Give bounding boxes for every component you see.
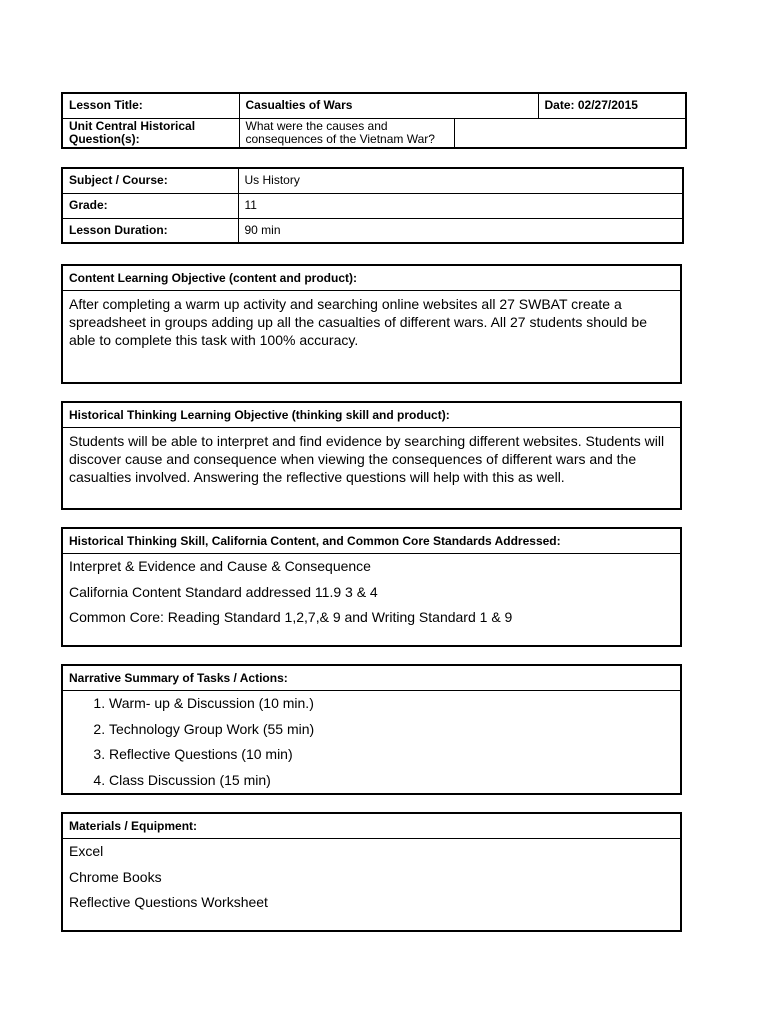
- list-item: 4. Class Discussion (15 min): [109, 768, 680, 794]
- materials-section: [61, 812, 682, 932]
- list-item: 1. Warm- up & Discussion (10 min.): [109, 691, 680, 717]
- duration-label: Lesson Duration:: [62, 218, 238, 243]
- narrative-heading: Narrative Summary of Tasks / Actions:: [63, 666, 680, 691]
- content-objective-section: [61, 264, 682, 384]
- standards-section: [61, 527, 682, 647]
- duration-value: 90 min: [238, 218, 683, 243]
- subject-label: Subject / Course:: [62, 168, 238, 193]
- narrative-task-list: [63, 691, 680, 793]
- list-item: 3. Reflective Questions (10 min): [109, 742, 680, 768]
- content-objective-text: After completing a warm up activity and searching online websites all 27 SWBAT create a spreadsheet in groups adding up all the casualties of different wars. All 27 students should be able to complete this task with 100% accuracy.: [69, 296, 648, 348]
- standards-line: California Content Standard addressed 11.9 3 & 4: [69, 583, 378, 600]
- lesson-title-label: Lesson Title:: [62, 93, 239, 118]
- content-objective-heading: Content Learning Objective (content and product):: [63, 266, 680, 291]
- standards-line: Interpret & Evidence and Cause & Consequence: [69, 558, 371, 574]
- course-info-table: [61, 167, 684, 244]
- lesson-date: Date: 02/27/2015: [538, 93, 686, 118]
- unit-question-label: Unit Central Historical Question(s):: [62, 118, 239, 148]
- thinking-objective-text: Students will be able to interpret and find evidence by searching different websites. Students will discover cause and consequence when viewing the consequences of different wars and the casualties involved. Answering the reflective questions will help with this as well.: [69, 433, 665, 485]
- unit-question-value: What were the causes and consequences of the Vietnam War?: [239, 118, 454, 148]
- subject-value: Us History: [238, 168, 683, 193]
- lesson-title-value: Casualties of Wars: [239, 93, 538, 118]
- unit-question-extra-cell: [454, 118, 686, 148]
- grade-value: 11: [238, 193, 683, 218]
- grade-label: Grade:: [62, 193, 238, 218]
- narrative-section: [61, 664, 682, 795]
- thinking-objective-section: [61, 401, 682, 510]
- standards-line: Common Core: Reading Standard 1,2,7,& 9 and Writing Standard 1 & 9: [69, 609, 513, 625]
- materials-line: Reflective Questions Worksheet: [69, 894, 268, 910]
- materials-line: Chrome Books: [69, 868, 162, 885]
- thinking-objective-heading: Historical Thinking Learning Objective (thinking skill and product):: [63, 403, 680, 428]
- materials-line: Excel: [69, 843, 104, 859]
- materials-heading: Materials / Equipment:: [63, 814, 680, 839]
- lesson-header-table: [61, 92, 687, 149]
- standards-heading: Historical Thinking Skill, California Content, and Common Core Standards Addressed:: [63, 529, 680, 554]
- list-item: 2. Technology Group Work (55 min): [109, 717, 680, 743]
